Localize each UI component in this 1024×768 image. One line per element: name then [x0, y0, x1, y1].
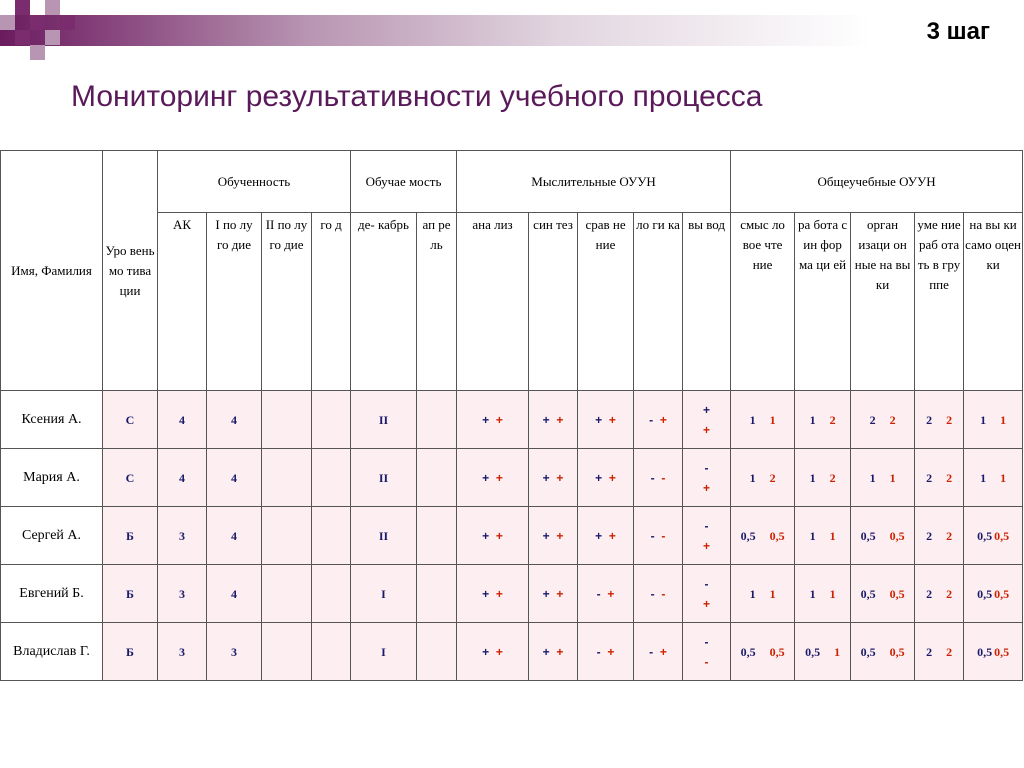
cell-logic [634, 507, 683, 565]
subheader-cell: де- кабрь [351, 213, 417, 391]
cell-org [851, 623, 915, 681]
cell-h2 [262, 623, 312, 681]
mark-second: - [661, 528, 666, 543]
cell-apr [417, 449, 457, 507]
mark-second: + [703, 480, 711, 495]
cell-org [851, 391, 915, 449]
subheader-cell: срав не ние [578, 213, 634, 391]
cell-info [795, 391, 851, 449]
table-row [1, 565, 1023, 623]
score-first: 1 [749, 412, 756, 427]
subheader-cell: смыс ло вое чте ние [731, 213, 795, 391]
cell-year [312, 507, 351, 565]
mark-first: + [482, 412, 490, 427]
student-name: Мария А. [1, 449, 103, 507]
cell-synthesis [529, 507, 578, 565]
cell-org [851, 449, 915, 507]
decor-square [45, 30, 60, 45]
cell-h2 [262, 507, 312, 565]
score-second: 0,5 [769, 528, 785, 543]
student-name: Сергей А. [1, 507, 103, 565]
score-second: 0,5 [769, 644, 785, 659]
table-row [1, 623, 1023, 681]
mark-first: - [596, 586, 601, 601]
cell-h1: 4 [207, 449, 262, 507]
mark-second: + [495, 470, 503, 485]
score-second: 2 [946, 586, 953, 601]
table-row [1, 507, 1023, 565]
mark-second: + [495, 644, 503, 659]
mark-second: + [556, 528, 564, 543]
score-second: 0,5 [889, 644, 905, 659]
cell-self [964, 391, 1023, 449]
score-first: 0,5 [860, 586, 876, 601]
cell-compare [578, 391, 634, 449]
mark-second: + [703, 538, 711, 553]
mark-first: - [704, 576, 709, 591]
cell-reading [731, 507, 795, 565]
mark-second: - [704, 654, 709, 669]
cell-compare [578, 623, 634, 681]
cell-dec: I [351, 623, 417, 681]
cell-logic [634, 623, 683, 681]
cell-ak: 4 [158, 391, 207, 449]
mark-first: - [650, 528, 655, 543]
header-motivation: Уро вень мо тива ции [103, 151, 158, 391]
score-second: 2 [829, 412, 836, 427]
mark-first: - [649, 412, 654, 427]
mark-first: + [595, 470, 603, 485]
subheader-cell: АК [158, 213, 207, 391]
cell-reading [731, 449, 795, 507]
table-row [1, 391, 1023, 449]
cell-synthesis [529, 565, 578, 623]
score-second: 0,5 [889, 586, 905, 601]
mark-second: + [607, 644, 615, 659]
cell-dec: II [351, 507, 417, 565]
cell-ak: 4 [158, 449, 207, 507]
mark-first: + [482, 528, 490, 543]
score-first: 2 [926, 586, 933, 601]
cell-self [964, 507, 1023, 565]
cell-apr [417, 507, 457, 565]
cell-conclusion [683, 507, 731, 565]
header-group-thinking: Мыслительные ОУУН [457, 151, 731, 213]
score-second: 2 [769, 470, 776, 485]
decor-square [15, 0, 30, 15]
mark-second: + [556, 412, 564, 427]
cell-compare [578, 449, 634, 507]
cell-level: Б [103, 565, 158, 623]
mark-first: - [704, 460, 709, 475]
cell-group [915, 565, 964, 623]
mark-first: - [650, 586, 655, 601]
score-second: 2 [946, 470, 953, 485]
step-label: 3 шаг [926, 18, 990, 45]
mark-first: + [542, 644, 550, 659]
mark-second: + [495, 586, 503, 601]
mark-first: - [704, 518, 709, 533]
cell-synthesis [529, 391, 578, 449]
score-first: 1 [869, 470, 876, 485]
cell-apr [417, 623, 457, 681]
score-first: 0,5 [740, 528, 756, 543]
mark-first: + [595, 528, 603, 543]
cell-year [312, 623, 351, 681]
header-name: Имя, Фамилия [1, 151, 103, 391]
subheader-cell: син тез [529, 213, 578, 391]
cell-self [964, 565, 1023, 623]
cell-compare [578, 565, 634, 623]
mark-first: + [482, 644, 490, 659]
cell-h1: 4 [207, 507, 262, 565]
cell-analysis [457, 623, 529, 681]
mark-first: + [595, 412, 603, 427]
cell-h1: 3 [207, 623, 262, 681]
subheader-cell: уме ние раб ота ть в гру ппе [915, 213, 964, 391]
mark-first: - [649, 644, 654, 659]
score-second: 0,5 [994, 528, 1010, 543]
header-group-general: Общеучебные ОУУН [731, 151, 1023, 213]
cell-self [964, 623, 1023, 681]
score-second: 1 [769, 586, 776, 601]
mark-first: - [596, 644, 601, 659]
score-second: 2 [829, 470, 836, 485]
cell-org [851, 507, 915, 565]
mark-second: - [661, 586, 666, 601]
cell-logic [634, 565, 683, 623]
mark-second: + [608, 470, 616, 485]
cell-dec: II [351, 391, 417, 449]
student-name: Ксения А. [1, 391, 103, 449]
table-row [1, 449, 1023, 507]
cell-year [312, 565, 351, 623]
subheader-cell: II по лу го дие [262, 213, 312, 391]
score-second: 1 [769, 412, 776, 427]
score-first: 2 [926, 470, 933, 485]
score-second: 1 [829, 528, 836, 543]
cell-dec: II [351, 449, 417, 507]
mark-second: + [495, 412, 503, 427]
cell-analysis [457, 449, 529, 507]
decor-square [60, 15, 75, 30]
score-first: 1 [809, 586, 816, 601]
decor-square [0, 15, 15, 30]
subheader-cell: го д [312, 213, 351, 391]
score-second: 0,5 [889, 528, 905, 543]
mark-first: + [542, 528, 550, 543]
cell-group [915, 391, 964, 449]
cell-analysis [457, 565, 529, 623]
subheader-cell: ап ре ль [417, 213, 457, 391]
cell-conclusion [683, 623, 731, 681]
score-second: 0,5 [994, 586, 1010, 601]
score-first: 0,5 [740, 644, 756, 659]
cell-year [312, 449, 351, 507]
cell-info [795, 449, 851, 507]
score-second: 1 [1000, 412, 1007, 427]
cell-group [915, 507, 964, 565]
cell-dec: I [351, 565, 417, 623]
decorative-band [0, 15, 1024, 46]
score-second: 2 [889, 412, 896, 427]
cell-h2 [262, 449, 312, 507]
cell-apr [417, 391, 457, 449]
header-group-learnability: Обучае мость [351, 151, 457, 213]
cell-info [795, 565, 851, 623]
cell-level: Б [103, 623, 158, 681]
cell-group [915, 449, 964, 507]
mark-second: + [608, 528, 616, 543]
mark-first: + [482, 586, 490, 601]
mark-first: + [542, 586, 550, 601]
cell-logic [634, 391, 683, 449]
mark-first: - [650, 470, 655, 485]
cell-reading [731, 623, 795, 681]
score-second: 1 [834, 644, 841, 659]
mark-second: + [495, 528, 503, 543]
monitoring-table [0, 150, 1023, 681]
cell-ak: 3 [158, 507, 207, 565]
score-second: 1 [1000, 470, 1007, 485]
score-first: 0,5 [860, 644, 876, 659]
cell-reading [731, 565, 795, 623]
cell-level: С [103, 391, 158, 449]
cell-org [851, 565, 915, 623]
cell-info [795, 507, 851, 565]
table-body [1, 391, 1023, 681]
score-first: 0,5 [805, 644, 821, 659]
score-second: 2 [946, 644, 953, 659]
mark-second: + [703, 596, 711, 611]
score-first: 1 [749, 470, 756, 485]
mark-first: + [542, 470, 550, 485]
mark-second: + [556, 586, 564, 601]
cell-h1: 4 [207, 391, 262, 449]
score-first: 2 [926, 412, 933, 427]
cell-year [312, 391, 351, 449]
score-first: 1 [809, 528, 816, 543]
student-name: Евгений Б. [1, 565, 103, 623]
decor-square [45, 0, 60, 15]
cell-h2 [262, 391, 312, 449]
mark-first: - [704, 634, 709, 649]
score-first: 1 [809, 412, 816, 427]
score-first: 1 [980, 470, 987, 485]
subheader-cell: ра бота с ин фор ма ци ей [795, 213, 851, 391]
score-first: 2 [926, 644, 933, 659]
decor-square [30, 45, 45, 60]
subheader-cell: орган изаци он ные на вы ки [851, 213, 915, 391]
subheader-cell: ло ги ка [634, 213, 683, 391]
mark-second: + [607, 586, 615, 601]
cell-self [964, 449, 1023, 507]
cell-reading [731, 391, 795, 449]
mark-second: + [608, 412, 616, 427]
score-first: 0,5 [977, 644, 993, 659]
cell-apr [417, 565, 457, 623]
student-name: Владислав Г. [1, 623, 103, 681]
mark-second: + [556, 644, 564, 659]
cell-analysis [457, 507, 529, 565]
cell-info [795, 623, 851, 681]
mark-second: + [659, 644, 667, 659]
mark-first: + [482, 470, 490, 485]
score-first: 2 [926, 528, 933, 543]
score-first: 0,5 [977, 586, 993, 601]
mark-second: + [556, 470, 564, 485]
score-first: 1 [980, 412, 987, 427]
mark-first: + [703, 402, 711, 417]
subheader-cell: на вы ки само оцен ки [964, 213, 1023, 391]
cell-conclusion [683, 565, 731, 623]
cell-synthesis [529, 449, 578, 507]
score-first: 1 [809, 470, 816, 485]
cell-h2 [262, 565, 312, 623]
cell-ak: 3 [158, 623, 207, 681]
cell-level: С [103, 449, 158, 507]
decor-square [30, 15, 45, 30]
cell-h1: 4 [207, 565, 262, 623]
subheader-cell: ана лиз [457, 213, 529, 391]
cell-conclusion [683, 449, 731, 507]
score-first: 0,5 [977, 528, 993, 543]
cell-group [915, 623, 964, 681]
decor-square [15, 30, 30, 45]
mark-second: + [659, 412, 667, 427]
score-second: 2 [946, 528, 953, 543]
cell-analysis [457, 391, 529, 449]
cell-logic [634, 449, 683, 507]
header-group-learning: Обученность [158, 151, 351, 213]
cell-synthesis [529, 623, 578, 681]
page-title: Мониторинг результативности учебного процесса [71, 80, 763, 113]
mark-first: + [542, 412, 550, 427]
score-second: 1 [829, 586, 836, 601]
score-first: 2 [869, 412, 876, 427]
score-second: 0,5 [994, 644, 1010, 659]
mark-second: + [703, 422, 711, 437]
score-second: 2 [946, 412, 953, 427]
mark-second: - [661, 470, 666, 485]
score-second: 1 [889, 470, 896, 485]
score-first: 1 [749, 586, 756, 601]
cell-compare [578, 507, 634, 565]
cell-conclusion [683, 391, 731, 449]
subheader-cell: вы вод [683, 213, 731, 391]
score-first: 0,5 [860, 528, 876, 543]
subheader-cell: I по лу го дие [207, 213, 262, 391]
cell-level: Б [103, 507, 158, 565]
cell-ak: 3 [158, 565, 207, 623]
